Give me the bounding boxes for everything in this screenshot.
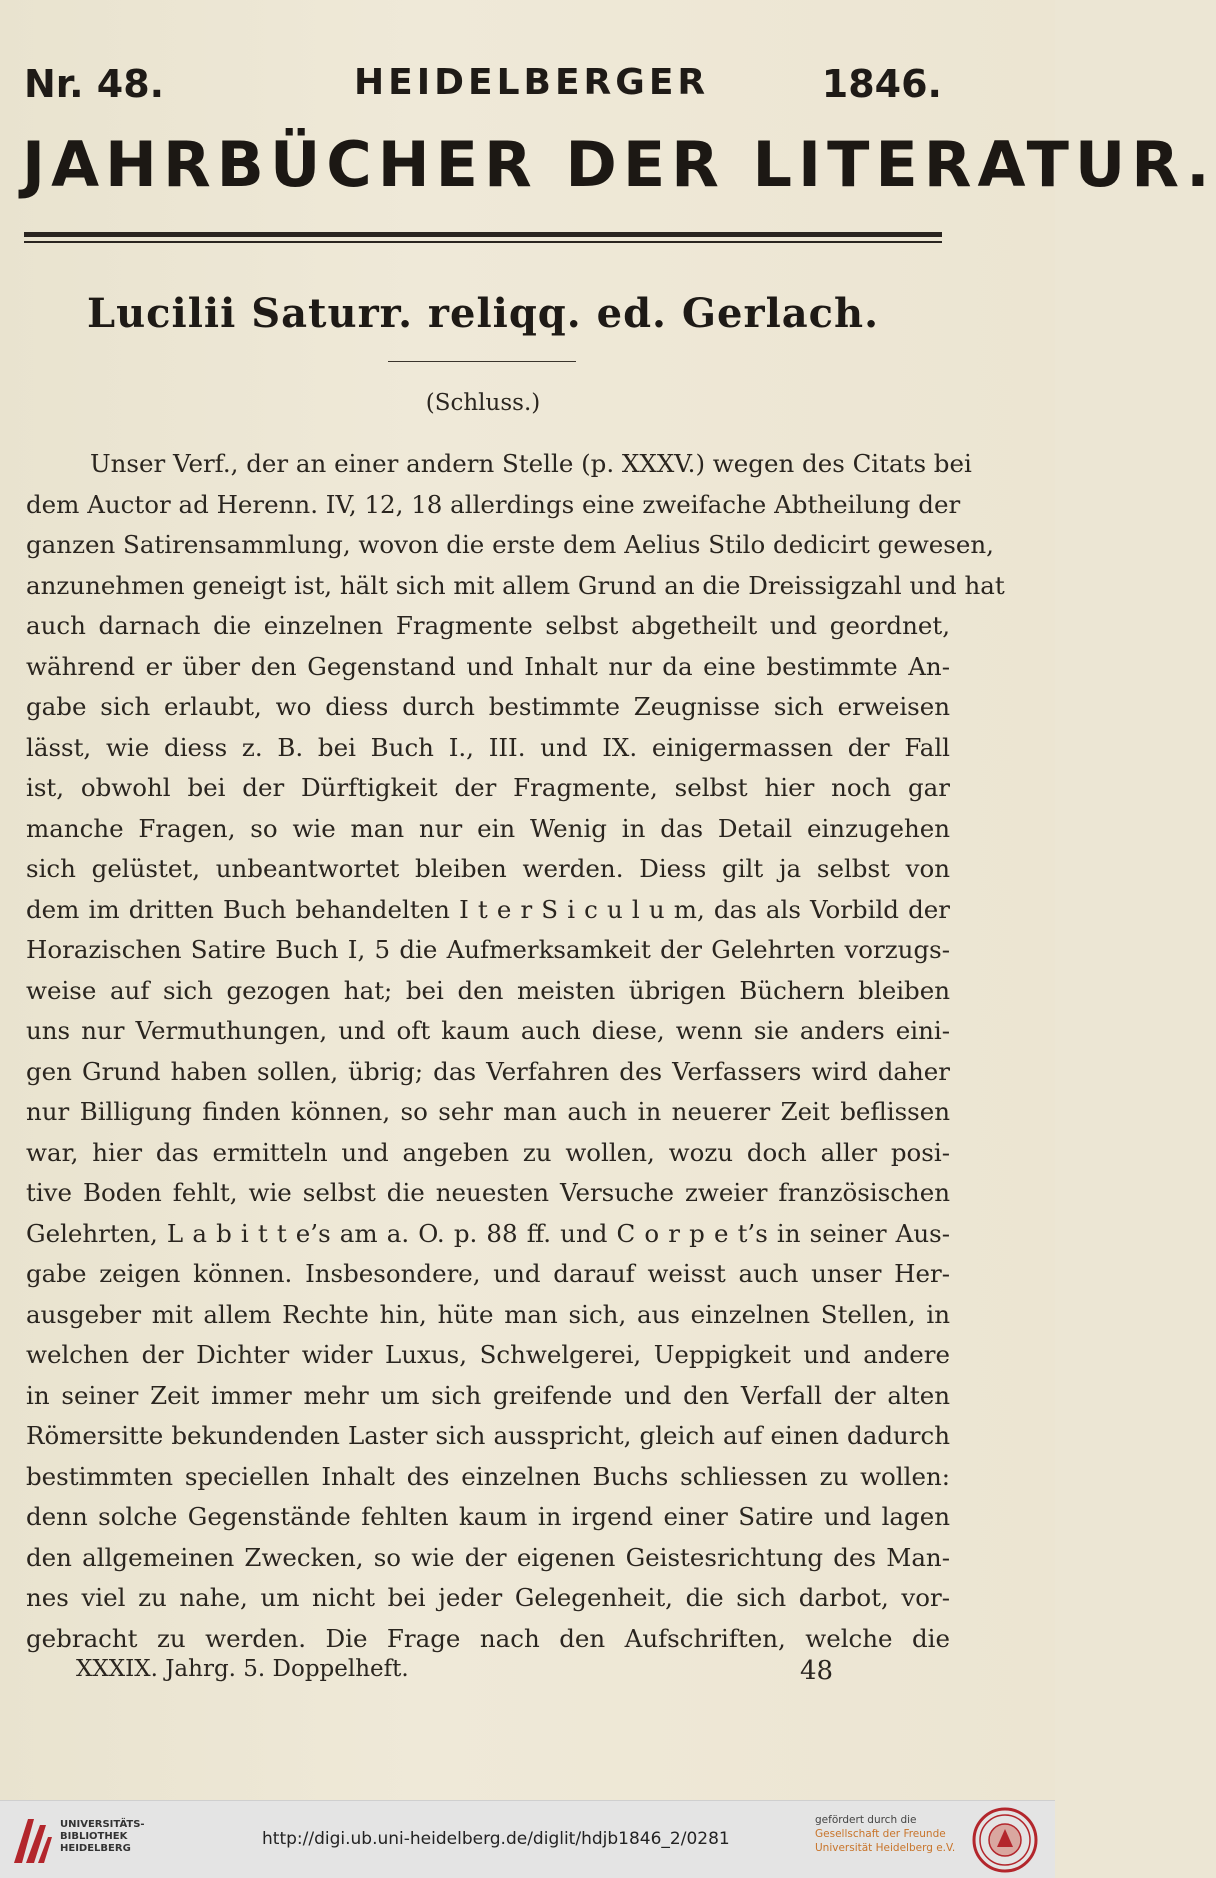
text-line: den allgemeinen Zwecken, so wie der eigenen Geistesrichtung des Man- (26, 1542, 950, 1572)
text-line: dem Auctor ad Herenn. IV, 12, 18 allerdings eine zweifache Abtheilung der (26, 489, 961, 519)
text-line: uns nur Vermuthungen, und oft kaum auch diese, wenn sie anders eini- (26, 1016, 950, 1045)
sponsor-org: Universität Heidelberg e.V. (815, 1842, 956, 1854)
text-line: anzunehmen geneigt ist, hält sich mit allem Grund an die Dreissigzahl und hat (26, 570, 1005, 600)
document-url-link[interactable]: http://digi.ub.uni-heidelberg.de/diglit/hdjb1846_2/0281 (262, 1829, 730, 1849)
university-seal-icon (972, 1807, 1038, 1873)
journal-name-top: HEIDELBERGER (354, 62, 710, 103)
header-rule-thick (24, 232, 942, 237)
article-body (26, 444, 1005, 1659)
text-line: manche Fragen, so wie man nur ein Wenig in das Detail einzugehen (26, 813, 950, 843)
text-line: lässt, wie diess z. B. bei Buch I., III. und IX. einigermassen der Fall (26, 732, 950, 762)
ub-heidelberg-logo-icon[interactable] (10, 1811, 54, 1867)
sponsor-lead: gefördert durch die (815, 1814, 917, 1826)
text-line: war, hier das ermitteln und angeben zu wollen, wozu doch aller posi- (26, 1137, 950, 1167)
viewer-bar (0, 1800, 1055, 1878)
issue-number: Nr. 48. (24, 62, 165, 106)
text-line: Römersitte bekundenden Laster sich ausspricht, gleich auf einen dadurch (26, 1421, 950, 1450)
sponsor-note (815, 1813, 955, 1855)
text-line: gebracht zu werden. Die Frage nach den Aufschriften, welche die (26, 1623, 950, 1653)
text-line: auch darnach die einzelnen Fragmente selbst abgetheilt und geordnet, (26, 611, 950, 640)
footer-sheet-number: 48 (800, 1656, 834, 1686)
text-line: welchen der Dichter wider Luxus, Schwelgerei, Ueppigkeit und andere (26, 1340, 950, 1369)
library-line: UNIVERSITÄTS- (60, 1819, 145, 1830)
text-line: gabe sich erlaubt, wo diess durch bestimmte Zeugnisse sich erweisen (26, 692, 950, 721)
text-line: denn solche Gegenstände fehlten kaum in irgend einer Satire und lagen (26, 1502, 950, 1531)
text-line: Gelehrten, L a b i t t e’s am a. O. p. 88 ff. und C o r p e t’s in seiner Aus- (26, 1218, 950, 1248)
text-line: tive Boden fehlt, wie selbst die neuesten Versuche zweier französischen (26, 1178, 950, 1207)
text-line: nur Billigung finden können, so sehr man auch in neuerer Zeit beflissen (26, 1097, 950, 1126)
text-line: ist, obwohl bei der Dürftigkeit der Fragmente, selbst hier noch gar (26, 773, 950, 802)
running-header (24, 62, 942, 112)
footer-signature: XXXIX. Jahrg. 5. Doppelheft. (76, 1656, 409, 1682)
text-line: ausgeber mit allem Rechte hin, hüte man sich, aus einzelnen Stellen, in (26, 1299, 950, 1329)
article-subtitle: (Schluss.) (425, 390, 541, 416)
text-line: ganzen Satirensammlung, wovon die erste dem Aelius Stilo dedicirt gewesen, (26, 530, 994, 559)
library-line: BIBLIOTHEK (60, 1831, 128, 1842)
sponsor-org: Gesellschaft der Freunde (815, 1828, 946, 1840)
header-rule-thin (24, 241, 942, 243)
library-line: HEIDELBERG (60, 1843, 131, 1854)
text-line: gen Grund haben sollen, übrig; das Verfahren des Verfassers wird daher (26, 1056, 950, 1086)
text-line: während er über den Gegenstand und Inhalt nur da eine bestimmte An- (26, 651, 950, 681)
text-line: Unser Verf., der an einer andern Stelle (p. XXXV.) wegen des Citats bei (90, 449, 972, 478)
text-line: gabe zeigen können. Insbesondere, und darauf weisst auch unser Her- (26, 1259, 950, 1288)
text-line: sich gelüstet, unbeantwortet bleiben werden. Diess gilt ja selbst von (26, 854, 950, 883)
title-divider (388, 361, 576, 362)
text-line: weise auf sich gezogen hat; bei den meisten übrigen Büchern bleiben (26, 975, 950, 1005)
text-line: Horazischen Satire Buch I, 5 die Aufmerksamkeit der Gelehrten vorzugs- (26, 935, 950, 964)
text-line: nes viel zu nahe, um nicht bei jeder Gelegenheit, die sich darbot, vor- (26, 1583, 950, 1612)
text-line: dem im dritten Buch behandelten I t e r S i c u l u m, das als Vorbild der (26, 894, 950, 924)
library-name (60, 1819, 145, 1855)
year: 1846. (821, 62, 942, 106)
journal-title: JAHRBÜCHER DER LITERATUR. (22, 128, 1216, 201)
text-line: bestimmten speciellen Inhalt des einzelnen Buchs schliessen zu wollen: (26, 1461, 950, 1491)
text-line: in seiner Zeit immer mehr um sich greifende und den Verfall der alten (26, 1380, 950, 1410)
article-title: Lucilii Saturr. reliqq. ed. Gerlach. (86, 290, 880, 337)
